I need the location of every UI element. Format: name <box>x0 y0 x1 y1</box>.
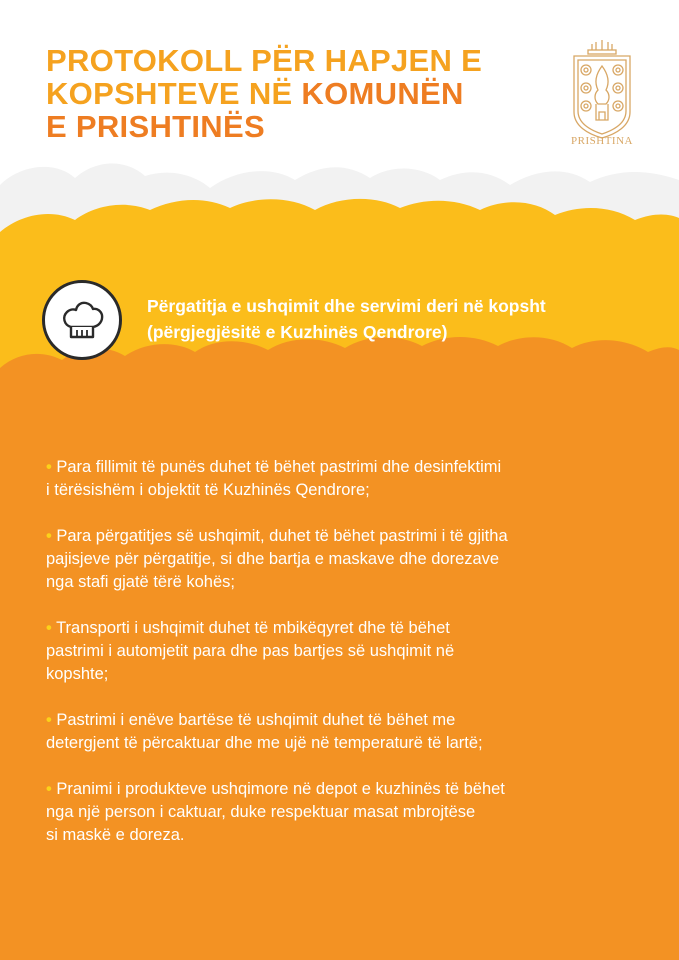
section-heading-line-2: (përgjegjësitë e Kuzhinës Qendrore) <box>147 322 448 342</box>
list-item-text: Para përgatitjes së ushqimit, duhet të bëhet pastrimi i të gjitha <box>56 527 508 545</box>
bullet-icon: • <box>46 711 52 729</box>
title-line-2-highlight: KOMUNËN <box>301 76 464 111</box>
bullet-icon: • <box>46 458 52 476</box>
title-line-3: E PRISHTINËS <box>46 109 265 144</box>
list-item-line: pajisjeve për përgatitje, si dhe bartja e maskave dhe dorezave <box>46 550 500 568</box>
list-item-line <box>46 456 646 479</box>
list-item-text: Pranimi i produkteve ushqimore në depot e kuzhinës të bëhet <box>56 780 505 798</box>
chef-hat-badge <box>42 280 122 360</box>
list-item-line: si maskë e doreza. <box>46 826 185 844</box>
chef-hat-icon <box>59 297 105 343</box>
list-item <box>46 456 646 502</box>
list-item-line: pastrimi i automjetit para dhe pas bartjes së ushqimit në <box>46 642 455 660</box>
list-item-line <box>46 778 646 801</box>
list-item-line: detergjent të përcaktuar dhe me ujë në temperaturë të lartë; <box>46 734 483 752</box>
bullet-icon: • <box>46 780 52 798</box>
list-item-line <box>46 709 646 732</box>
page-title <box>46 44 546 143</box>
list-item <box>46 709 646 755</box>
title-line-2 <box>46 77 546 110</box>
list-item-line <box>46 525 646 548</box>
title-line-1: PROTOKOLL PËR HAPJEN E <box>46 43 483 78</box>
list-item <box>46 525 646 594</box>
list-item-line: nga stafi gjatë tërë kohës; <box>46 573 235 591</box>
list-item-line: kopshte; <box>46 665 109 683</box>
list-item-text: Pastrimi i enëve bartëse të ushqimit duhet të bëhet me <box>56 711 456 729</box>
bullet-icon: • <box>46 619 52 637</box>
title-line-2-a: KOPSHTEVE NË <box>46 76 302 111</box>
logo-text: PRISHTINA <box>571 135 633 147</box>
section-heading <box>147 293 657 345</box>
list-item-line: i tërësishëm i objektit të Kuzhinës Qendrore; <box>46 481 370 499</box>
list-item-text: Para fillimit të punës duhet të bëhet pastrimi dhe desinfektimi <box>56 458 502 476</box>
list-item-line: nga një person i caktuar, duke respektuar masat mbrojtëse <box>46 803 476 821</box>
section-heading-line-1: Përgatitja e ushqimit dhe servimi deri në kopsht <box>147 296 546 316</box>
list-item <box>46 778 646 847</box>
list-item-text: Transporti i ushqimit duhet të mbikëqyret dhe të bëhet <box>56 619 450 637</box>
bullet-icon: • <box>46 527 52 545</box>
protocol-list <box>46 456 646 870</box>
list-item <box>46 617 646 686</box>
list-item-line <box>46 617 646 640</box>
